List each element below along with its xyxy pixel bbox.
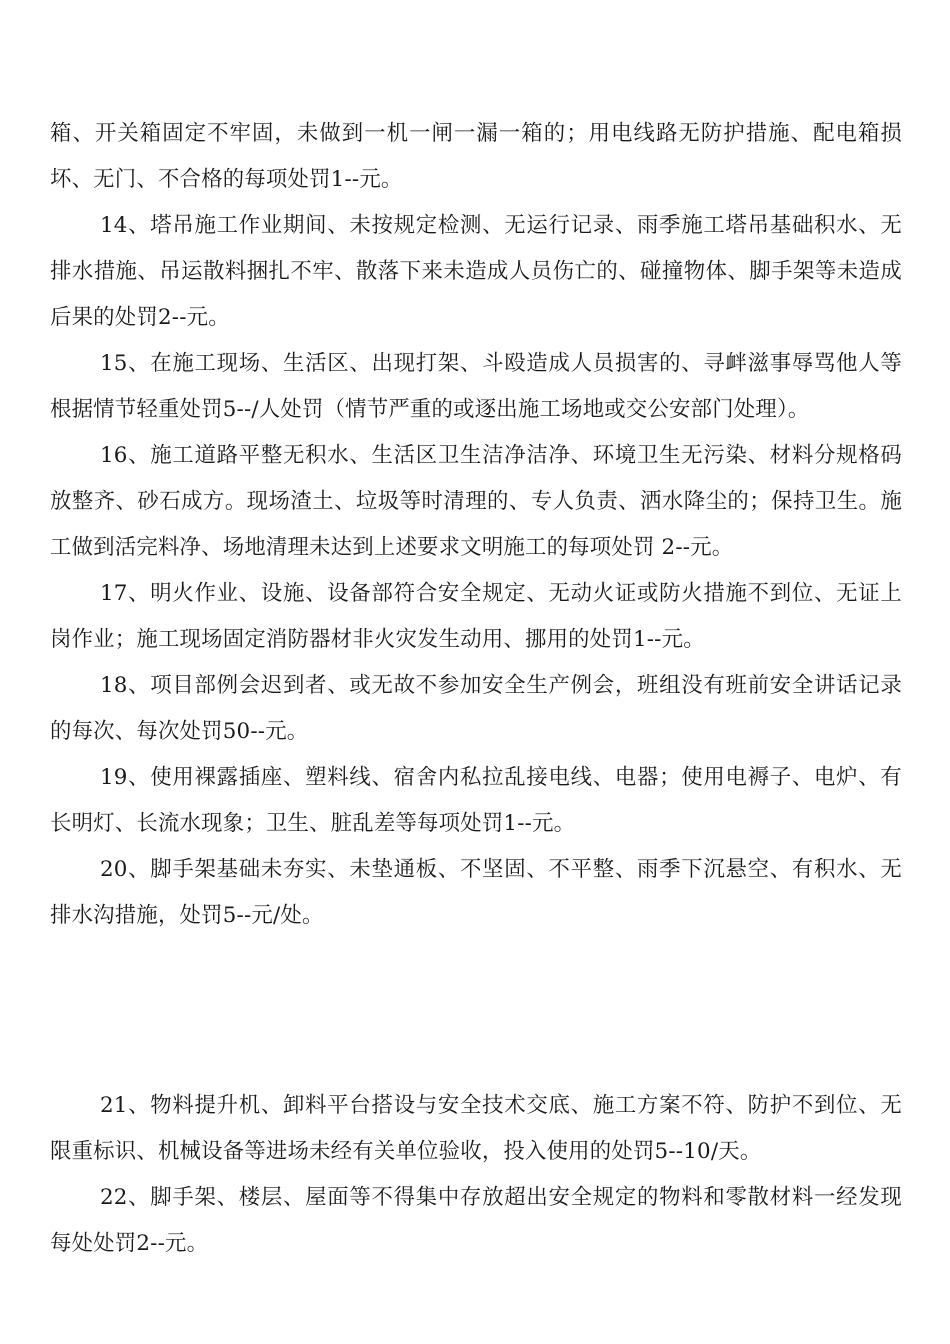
paragraph-15: 15、在施工现场、生活区、出现打架、斗殴造成人员损害的、寻衅滋事辱骂他人等根据情节轻重处罚5--/人处罚（情节严重的或逐出施工场地或交公安部门处理）。	[50, 351, 902, 422]
paragraph-17: 17、明火作业、设施、设备部符合安全规定、无动火证或防火措施不到位、无证上岗作业；施工现场固定消防器材非火灾发生动用、挪用的处罚1--元。	[50, 581, 902, 652]
paragraph-14: 14、塔吊施工作业期间、未按规定检测、无运行记录、雨季施工塔吊基础积水、无排水措施、吊运散料捆扎不牢、散落下来未造成人员伤亡的、碰撞物体、脚手架等未造成后果的处罚2--元。	[50, 213, 902, 330]
paragraph-22: 22、脚手架、楼层、屋面等不得集中存放超出安全规定的物料和零散材料一经发现每处处罚2--元。	[50, 1185, 902, 1256]
paragraph-16: 16、施工道路平整无积水、生活区卫生洁净洁净、环境卫生无污染、材料分规格码放整齐、砂石成方。现场渣土、垃圾等时清理的、专人负责、洒水降尘的；保持卫生。施工做到活完料净、场地清理未达到上述要求文明施工的每项处罚 2--元。	[50, 443, 902, 560]
paragraph-18: 18、项目部例会迟到者、或无故不参加安全生产例会，班组没有班前安全讲话记录的每次、每次处罚50--元。	[50, 673, 902, 744]
paragraph-20: 20、脚手架基础未夯实、未垫通板、不坚固、不平整、雨季下沉悬空、有积水、无排水沟措施，处罚5--元/处。	[50, 857, 902, 928]
paragraph-19: 19、使用裸露插座、塑料线、宿舍内私拉乱接电线、电器；使用电褥子、电炉、有长明灯、长流水现象；卫生、脏乱差等每项处罚1--元。	[50, 765, 902, 836]
paragraph-13-continuation: 箱、开关箱固定不牢固，未做到一机一闸一漏一箱的；用电线路无防护措施、配电箱损坏、无门、不合格的每项处罚1--元。	[50, 121, 902, 192]
paragraph-21: 21、物料提升机、卸料平台搭设与安全技术交底、施工方案不符、防护不到位、无限重标识、机械设备等进场未经有关单位验收，投入使用的处罚5--10/天。	[50, 1093, 902, 1164]
